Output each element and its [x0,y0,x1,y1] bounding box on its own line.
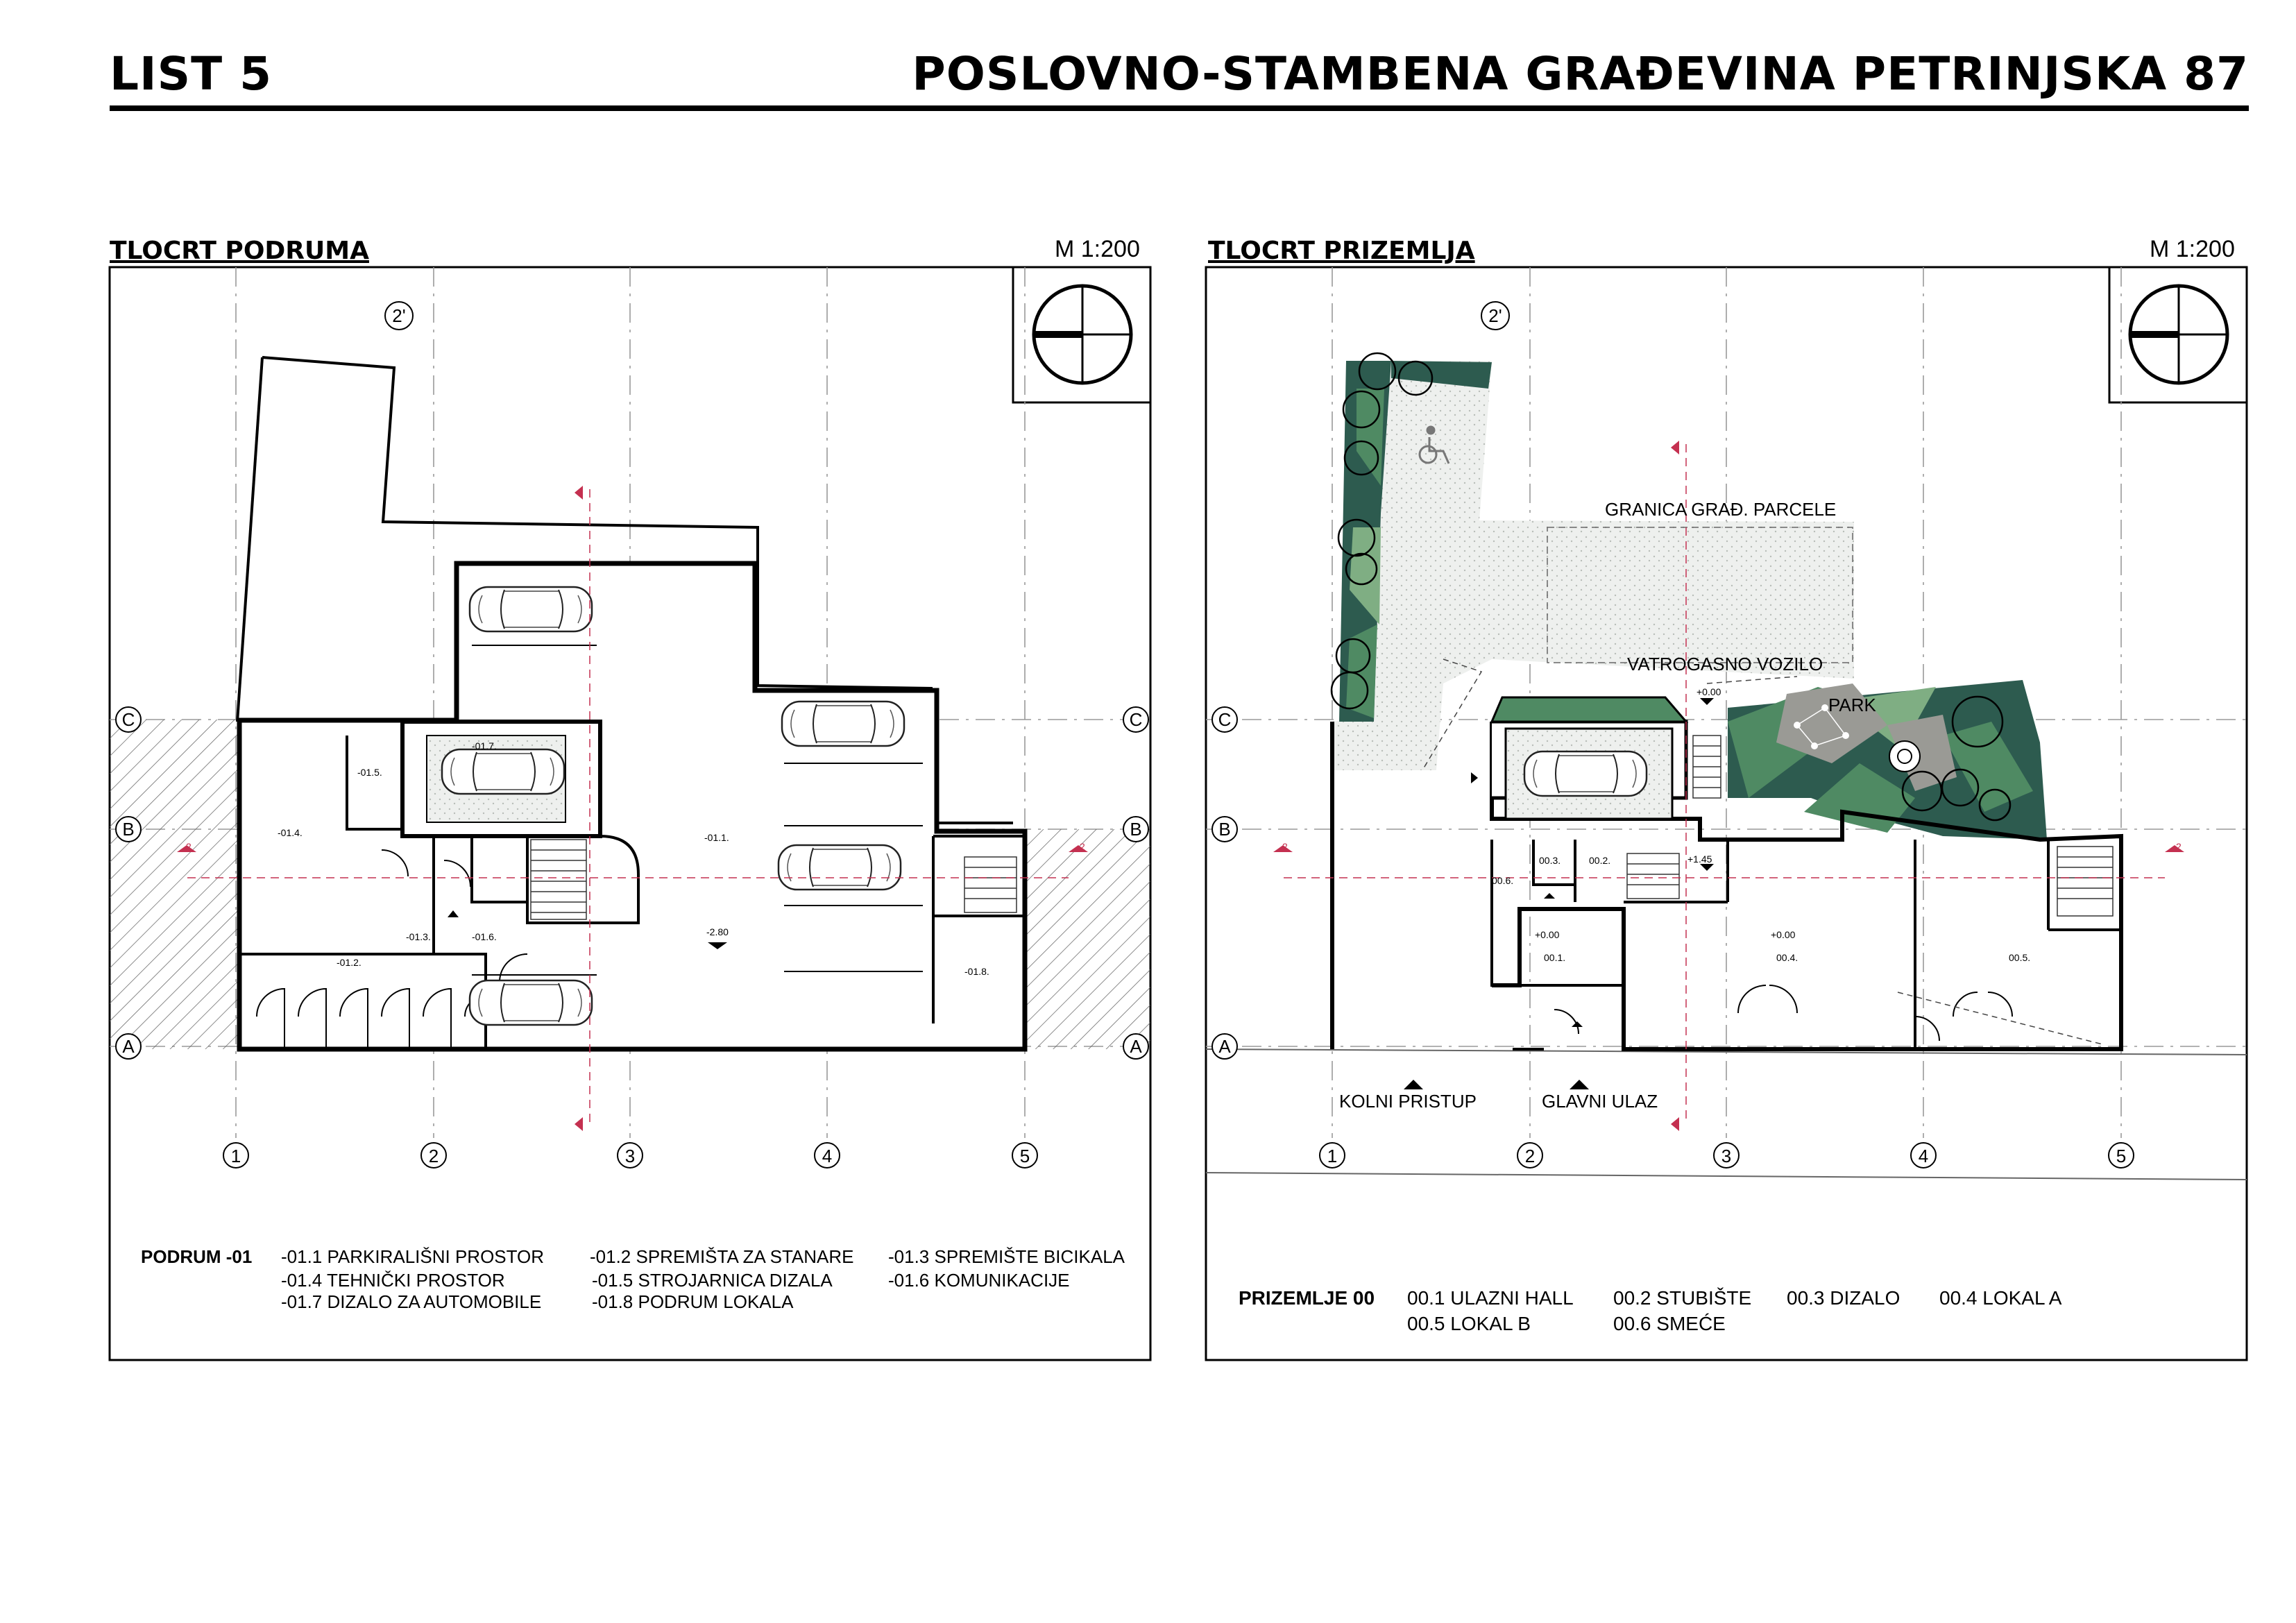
room-tag: -01.6. [472,931,497,942]
parking-car-4 [779,845,901,890]
room-tag: -01.7. [472,740,497,751]
room-tag: -01.1. [704,832,729,843]
legend-heading: PRIZEMLJE 00 [1239,1287,1375,1309]
arrow-up-icon [1572,1021,1583,1027]
room-tag: -01.5. [357,767,382,778]
car-on-lift [1524,751,1647,796]
legend-item: -01.6 KOMUNIKACIJE [888,1270,1070,1291]
ground-scale: M 1:200 [2150,236,2235,262]
level-triangle-icon [1700,698,1714,705]
legend-item: 00.3 DIZALO [1787,1287,1900,1309]
basement-legend [141,1246,1125,1312]
room-tag: 00.6. [1492,875,1514,886]
arrow-right-icon [1471,772,1478,783]
room-tag: 00.4. [1776,952,1798,963]
section-label-left: 2 [1282,841,1288,852]
legend-item: 00.5 LOKAL B [1407,1313,1531,1334]
grid-row-label: B [1218,819,1231,840]
legend-item: -01.3 SPREMIŠTE BICIKALA [888,1246,1125,1267]
main-entrance-label: GLAVNI ULAZ [1542,1091,1658,1112]
legend-item: -01.5 STROJARNICA DIZALA [592,1270,833,1291]
fire-vehicle-label: VATROGASNO VOZILO [1627,654,1823,674]
grid-row-label: A [122,1036,135,1057]
legend-item: -01.2 SPREMIŠTA ZA STANARE [590,1246,854,1267]
section-label-right: 2 [2176,841,2182,852]
level-mark: -2.80 [706,926,729,937]
level-mark: +1.45 [1687,853,1712,865]
grid-row-label: A [1130,1036,1142,1057]
arrow-up-icon [1570,1080,1589,1089]
grid-row-label: B [122,819,135,840]
hatched-ground-left [110,720,239,1049]
lift-roof [1492,697,1686,722]
section-label-left: 2 [186,841,192,852]
grid-col-label: 5 [2116,1146,2127,1166]
legend-item: -01.8 PODRUM LOKALA [592,1291,794,1312]
section-label-right: 2 [1080,841,1085,852]
basement-scale: M 1:200 [1055,236,1140,262]
grid-row-label: C [1129,709,1143,730]
park-area [1728,680,2047,840]
grid-col-label: 5 [1019,1146,1030,1166]
north-arrow-icon [2130,286,2227,383]
grid-col-label: 4 [822,1146,833,1166]
parking-car-3 [782,702,904,746]
room-tag: 00.3. [1539,855,1561,866]
ground-walls [1492,840,2121,1049]
room-tag: 00.1. [1544,952,1566,963]
basement-plan-title: TLOCRT PODRUMA [110,237,369,265]
parcel-boundary-label: GRANICA GRAĐ. PARCELE [1605,499,1837,520]
grid-row-label: C [1218,709,1232,730]
arrow-up-icon [1404,1080,1423,1089]
parking-car-2 [442,749,564,794]
level-mark: +0.00 [1697,686,1721,697]
grid-row-label: C [121,709,135,730]
room-tag: -01.3. [406,931,431,942]
basement-outline [239,563,1025,1049]
room-tag: 00.2. [1589,855,1611,866]
street-line [1206,1173,2247,1180]
legend-item: 00.4 LOKAL A [1939,1287,2062,1309]
vehicle-access-label: KOLNI PRISTUP [1339,1091,1477,1112]
room-tag: 00.5. [2009,952,2031,963]
ground-legend [1239,1287,2062,1334]
grid-col-label: 2 [1524,1146,1536,1166]
arrow-up-icon [1544,893,1555,899]
basement-panel [110,267,1150,1360]
grid-col-label: 4 [1918,1146,1929,1166]
sheet-number: LIST 5 [110,47,273,101]
grid-special-label: 2' [1488,305,1502,326]
room-tag: -01.4. [278,827,303,838]
parking-car-1 [470,587,592,631]
level-triangle-icon [1700,864,1714,871]
project-title: POSLOVNO-STAMBENA GRAĐEVINA PETRINJSKA 87 [912,47,2249,101]
legend-item: -01.1 PARKIRALIŠNI PROSTOR [281,1246,545,1267]
grid-col-label: 3 [1721,1146,1732,1166]
hatched-ground-right [1025,829,1150,1049]
legend-item: -01.7 DIZALO ZA AUTOMOBILE [281,1291,542,1312]
parking-car-5 [470,980,592,1025]
room-tag: -01.8. [964,966,989,977]
level-mark: +0.00 [1771,929,1796,940]
grid-col-label: 1 [230,1146,241,1166]
north-arrow-icon [1034,286,1131,383]
grid-col-label: 3 [624,1146,636,1166]
grid-special-label: 2' [392,305,406,326]
grid-col-label: 2 [428,1146,439,1166]
ground-panel [1206,267,2247,1360]
legend-item: 00.1 ULAZNI HALL [1407,1287,1574,1309]
grid-row-label: B [1130,819,1142,840]
level-mark: +0.00 [1535,929,1560,940]
ground-plan-title: TLOCRT PRIZEMLJA [1208,237,1475,265]
legend-heading: PODRUM -01 [141,1246,253,1267]
park-label: PARK [1828,695,1876,715]
legend-item: 00.2 STUBIŠTE [1613,1287,1752,1309]
room-tag: -01.2. [337,957,362,968]
legend-item: 00.6 SMEĆE [1613,1313,1726,1334]
grid-col-label: 1 [1327,1146,1338,1166]
legend-item: -01.4 TEHNIČKI PROSTOR [281,1270,505,1291]
grid-row-label: A [1218,1036,1231,1057]
